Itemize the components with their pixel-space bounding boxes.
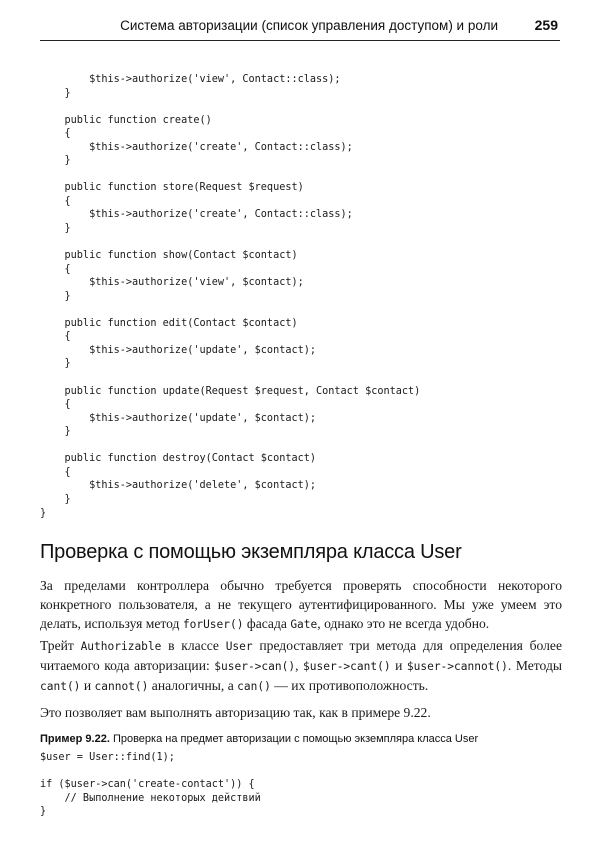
code-line: public function store(Request $request) — [40, 182, 304, 194]
code-line: $this->authorize('create', Contact::class); — [40, 209, 353, 221]
code-line — [40, 236, 420, 250]
code-line: } — [40, 87, 71, 99]
code-line: } — [40, 507, 47, 519]
code-line — [40, 303, 420, 317]
code-line: { — [40, 331, 71, 343]
paragraph-authorizable — [40, 636, 562, 696]
text-run: , однако это не всегда удобно. — [317, 616, 490, 631]
text-run: . Методы — [507, 658, 562, 673]
code-line: $this->authorize('update', $contact); — [40, 344, 317, 356]
code-line: { — [40, 263, 71, 275]
code-line — [40, 371, 420, 385]
example-caption-text: Проверка на предмет авторизации с помощью экземпляра класса User — [109, 733, 479, 745]
text-run: и — [80, 678, 95, 693]
inline-code: Gate — [290, 618, 318, 631]
inline-code: cant() — [40, 680, 81, 693]
text-run: Трейт — [40, 638, 81, 653]
code-line: $this->authorize('view', $contact); — [40, 277, 304, 289]
page-number: 259 — [534, 17, 558, 33]
code-line: { — [40, 466, 71, 478]
code-line — [40, 439, 420, 453]
code-line: $this->authorize('create', Contact::class); — [40, 141, 353, 153]
code-line: { — [40, 399, 71, 411]
paragraph-example-ref: Это позволяет вам выполнять авторизацию так, как в примере 9.22. — [40, 705, 431, 720]
code-line: } — [40, 426, 71, 438]
code-line: public function create() — [40, 114, 212, 126]
inline-code: forUser() — [182, 618, 244, 631]
code-line: } — [40, 155, 71, 167]
inline-code: $user->can() — [214, 660, 296, 673]
text-run: фасада — [243, 616, 291, 631]
text-run: аналогичны, а — [148, 678, 238, 693]
text-run: в классе — [161, 638, 226, 653]
code-line: public function edit(Contact $contact) — [40, 317, 298, 329]
code-line: public function destroy(Contact $contact) — [40, 453, 317, 465]
code-line: } — [40, 358, 71, 370]
code-line: } — [40, 223, 71, 235]
code-line — [40, 765, 261, 779]
paragraph-intro — [40, 576, 562, 634]
inline-code: cannot() — [94, 680, 149, 693]
inline-code: can() — [237, 680, 271, 693]
code-block-example — [40, 751, 261, 819]
section-heading: Проверка с помощью экземпляра класса User — [40, 541, 462, 563]
running-header — [40, 14, 560, 41]
code-line: $this->authorize('delete', $contact); — [40, 480, 317, 492]
code-line: } — [40, 806, 47, 818]
code-line — [40, 168, 420, 182]
code-line — [40, 100, 420, 114]
code-line: // Выполнение некоторых действий — [40, 792, 261, 804]
inline-code: $user->cannot() — [406, 660, 508, 673]
example-caption — [40, 733, 478, 745]
code-block-controller — [40, 73, 420, 520]
code-line: { — [40, 128, 71, 140]
code-line: public function show(Contact $contact) — [40, 250, 298, 262]
text-run: предоставляет три метода для определения более читаемого кода авторизации: — [40, 638, 562, 673]
code-line: $user = User::find(1); — [40, 752, 175, 763]
text-run: — их противоположность. — [270, 678, 429, 693]
code-line: } — [40, 290, 71, 302]
text-run: За пределами контроллера обычно требуется проверять способности некоторого конкретного пользователя, а не текущего аутентифицированного. Мы уже умеем это делать, используя метод — [40, 578, 562, 631]
text-run: и — [390, 658, 407, 673]
code-line: $this->authorize('view', Contact::class); — [40, 74, 341, 85]
example-label: Пример 9.22. — [40, 733, 110, 745]
code-line: public function update(Request $request, Contact $contact) — [40, 385, 421, 397]
code-line: if ($user->can('create-contact')) { — [40, 779, 255, 791]
code-line: { — [40, 195, 71, 207]
inline-code: $user->cant() — [303, 660, 391, 673]
code-line: $this->authorize('update', $contact); — [40, 412, 317, 424]
header-title: Система авторизации (список управления доступом) и роли — [120, 18, 498, 33]
inline-code: Authorizable — [80, 640, 162, 653]
code-line: } — [40, 493, 71, 505]
inline-code: User — [225, 640, 253, 653]
text-run: , — [295, 658, 304, 673]
